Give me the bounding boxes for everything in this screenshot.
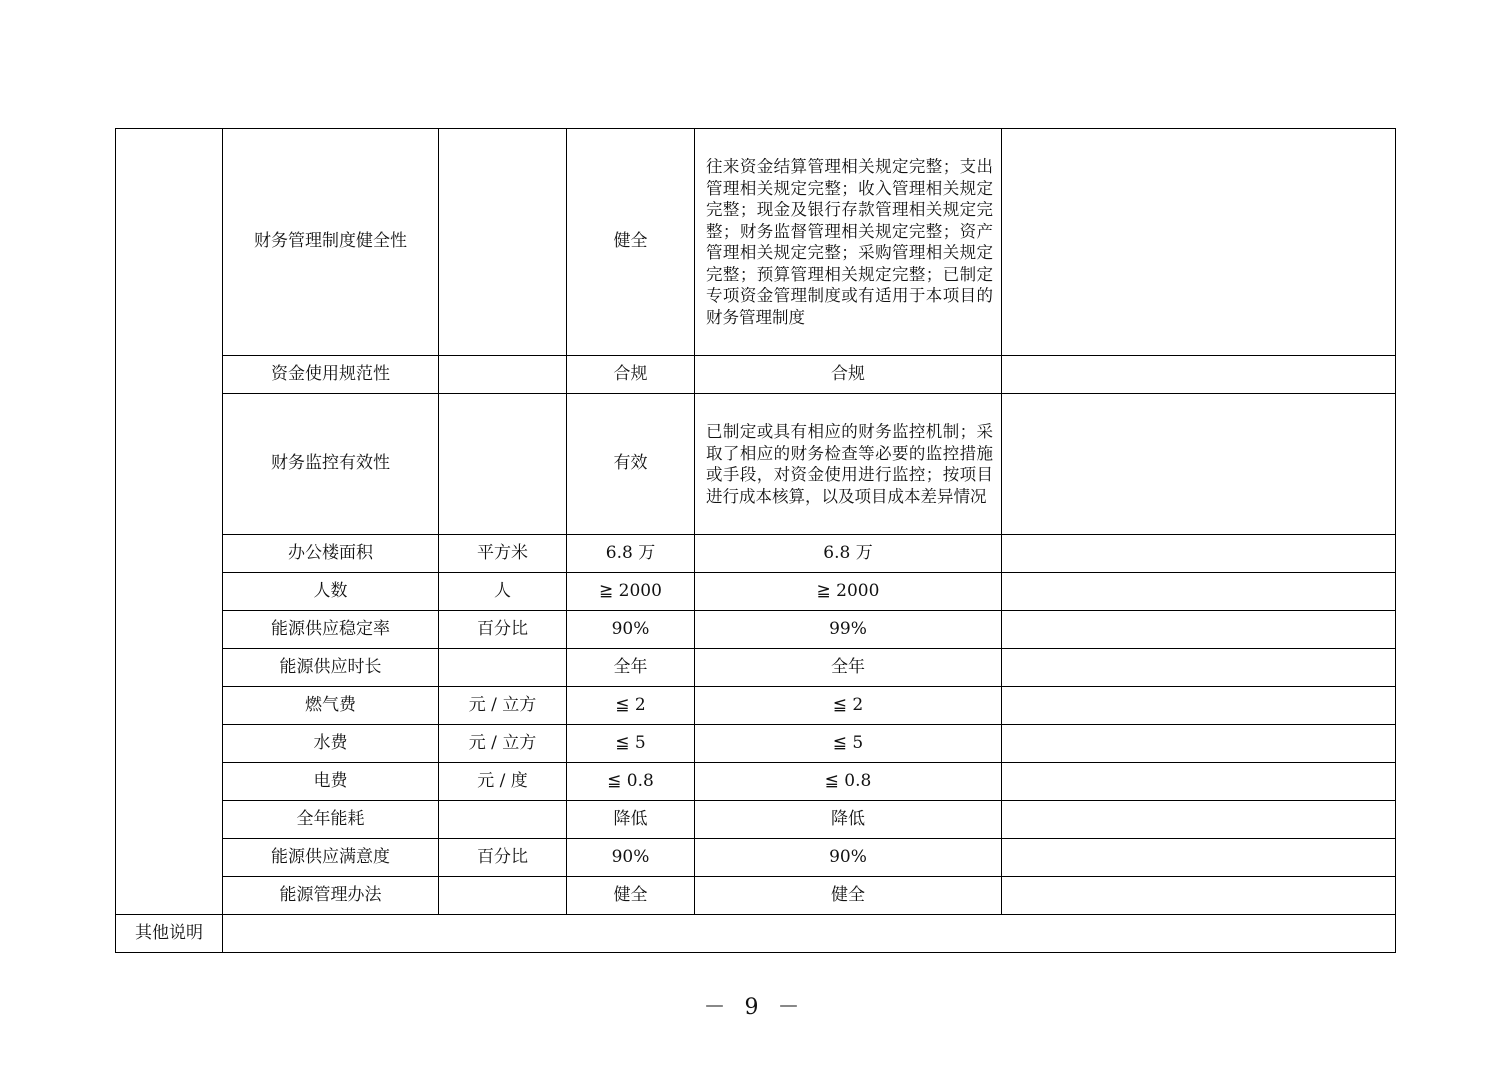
unit-cell — [439, 394, 567, 535]
actual-value-cell: ≦ 0.8 — [695, 763, 1002, 801]
table-row — [116, 129, 1396, 356]
table-row — [116, 801, 1396, 839]
note-cell — [1002, 725, 1396, 763]
table-row — [116, 573, 1396, 611]
actual-value-cell: ≧ 2000 — [695, 573, 1002, 611]
note-cell — [1002, 877, 1396, 915]
unit-cell: 元 / 立方 — [439, 687, 567, 725]
unit-cell: 百分比 — [439, 839, 567, 877]
target-value-cell: ≦ 5 — [567, 725, 695, 763]
actual-value-cell: 合规 — [695, 356, 1002, 394]
table-row — [116, 877, 1396, 915]
indicator-name-cell: 燃气费 — [223, 687, 439, 725]
page-number: － 9 － — [703, 995, 806, 1020]
indicator-name-cell: 电费 — [223, 763, 439, 801]
unit-cell — [439, 649, 567, 687]
note-cell — [1002, 839, 1396, 877]
table-row — [116, 763, 1396, 801]
unit-cell: 人 — [439, 573, 567, 611]
target-value-cell: 有效 — [567, 394, 695, 535]
table-row — [116, 356, 1396, 394]
unit-cell — [439, 129, 567, 356]
actual-value-cell: 90% — [695, 839, 1002, 877]
note-cell — [1002, 649, 1396, 687]
actual-value-cell: 6.8 万 — [695, 535, 1002, 573]
note-cell — [1002, 801, 1396, 839]
target-value-cell: 降低 — [567, 801, 695, 839]
actual-value-cell: 健全 — [695, 877, 1002, 915]
unit-cell: 元 / 立方 — [439, 725, 567, 763]
performance-indicator-table — [115, 128, 1396, 953]
target-value-cell: ≧ 2000 — [567, 573, 695, 611]
table-row — [116, 687, 1396, 725]
target-value-cell: ≦ 2 — [567, 687, 695, 725]
indicator-name-cell: 财务管理制度健全性 — [223, 129, 439, 356]
unit-cell: 百分比 — [439, 611, 567, 649]
table-row — [116, 725, 1396, 763]
table-row — [116, 649, 1396, 687]
other-notes-row — [116, 915, 1396, 953]
target-value-cell: 健全 — [567, 129, 695, 356]
category-cell — [116, 129, 223, 915]
indicator-name-cell: 能源供应时长 — [223, 649, 439, 687]
indicator-name-cell: 能源供应满意度 — [223, 839, 439, 877]
indicator-name-cell: 能源供应稳定率 — [223, 611, 439, 649]
actual-value-cell: 99% — [695, 611, 1002, 649]
target-value-cell: 全年 — [567, 649, 695, 687]
note-cell — [1002, 394, 1396, 535]
actual-value-cell: 已制定或具有相应的财务监控机制；采取了相应的财务检查等必要的监控措施或手段，对资金使用进行监控；按项目进行成本核算，以及项目成本差异情况 — [695, 394, 1002, 535]
unit-cell: 元 / 度 — [439, 763, 567, 801]
unit-cell — [439, 801, 567, 839]
indicator-name-cell: 能源管理办法 — [223, 877, 439, 915]
actual-value-cell: 全年 — [695, 649, 1002, 687]
note-cell — [1002, 763, 1396, 801]
target-value-cell: 合规 — [567, 356, 695, 394]
actual-value-cell: 往来资金结算管理相关规定完整；支出管理相关规定完整；收入管理相关规定完整；现金及银行存款管理相关规定完整；财务监督管理相关规定完整；资产管理相关规定完整；采购管理相关规定完整；预算管理相关规定完整；已制定专项资金管理制度或有适用于本项目的财务管理制度 — [695, 129, 1002, 356]
unit-cell — [439, 356, 567, 394]
indicator-name-cell: 水费 — [223, 725, 439, 763]
indicator-name-cell: 全年能耗 — [223, 801, 439, 839]
indicator-name-cell: 资金使用规范性 — [223, 356, 439, 394]
indicator-name-cell: 办公楼面积 — [223, 535, 439, 573]
actual-value-cell: 降低 — [695, 801, 1002, 839]
target-value-cell: 90% — [567, 839, 695, 877]
target-value-cell: 90% — [567, 611, 695, 649]
unit-cell — [439, 877, 567, 915]
actual-value-cell: ≦ 5 — [695, 725, 1002, 763]
note-cell — [1002, 611, 1396, 649]
note-cell — [1002, 535, 1396, 573]
note-cell — [1002, 573, 1396, 611]
table-row — [116, 611, 1396, 649]
indicator-name-cell: 人数 — [223, 573, 439, 611]
note-cell — [1002, 687, 1396, 725]
table-row — [116, 839, 1396, 877]
table-row — [116, 535, 1396, 573]
unit-cell: 平方米 — [439, 535, 567, 573]
target-value-cell: 6.8 万 — [567, 535, 695, 573]
note-cell — [1002, 129, 1396, 356]
other-notes-label: 其他说明 — [116, 915, 223, 953]
actual-value-cell: ≦ 2 — [695, 687, 1002, 725]
other-notes-value — [223, 915, 1396, 953]
note-cell — [1002, 356, 1396, 394]
target-value-cell: ≦ 0.8 — [567, 763, 695, 801]
indicator-name-cell: 财务监控有效性 — [223, 394, 439, 535]
target-value-cell: 健全 — [567, 877, 695, 915]
table-row — [116, 394, 1396, 535]
